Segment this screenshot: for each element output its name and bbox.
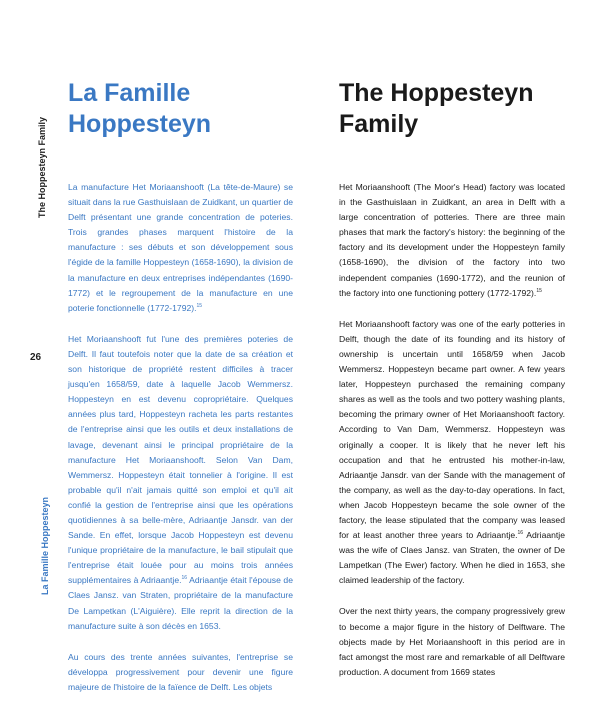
english-title bbox=[339, 78, 565, 140]
footnote-ref-16[interactable]: 16 bbox=[517, 530, 524, 537]
french-body bbox=[68, 180, 293, 711]
paragraph-text-continued: Adriaantje was the wife of Claes Jansz. van Straten, the owner of De Lampetkan (The Ewer) factory. When he died in 1653, she claimed leadership of the factory. bbox=[339, 530, 565, 586]
paragraph-text: Over the next thirty years, the company progressively grew to become a major figure in the history of Delftware. The objects made by Het Moriaanshooft in this period are in fact amongst the most rare and remarkable of all Delftware production. A document from 1669 states bbox=[339, 606, 565, 677]
footnote-ref-15[interactable]: 15 bbox=[536, 287, 542, 294]
footnote-ref-16[interactable]: 16 bbox=[181, 575, 188, 582]
french-paragraph-2 bbox=[68, 332, 293, 634]
english-title-line1: The Hoppesteyn bbox=[339, 79, 534, 107]
french-paragraph-3 bbox=[68, 650, 293, 695]
paragraph-text: Het Moriaanshooft (The Moor's Head) factory was located in the Gasthuislaan in Zuidkant, an area in Delft with a large concentration of potteries. There are three main phases that mark the factory's history: the beginning of the factory and its development under the Hoppesteyn family (1658-1690), the division of the factory into two independent companies (1690-1772), and the reunion of the factory into one functioning pottery (1772-1792). bbox=[339, 182, 565, 298]
running-title-en: The Hoppesteyn Family bbox=[37, 116, 47, 218]
french-title-line1: La Famille bbox=[68, 79, 191, 107]
french-paragraph-1 bbox=[68, 180, 293, 316]
paragraph-text: Het Moriaanshooft factory was one of the early potteries in Delft, though the date of its founding and its history of ownership is uncertain until 1658/59 when Jacob Wemmersz. Hoppesteyn became part owner. A few years later, Hoppesteyn purchased the remaining company shares as well as the tools and two pottery washing plants, becoming the primary owner of Het Moriaanshooft factory. According to Van Dam, Wemmersz. Hoppesteyn was originally a cooper. It is likely that he never left his occupation and that he entrusted his mother-in-law, Adriaantje Jansdr. van der Sande with the management of the company, as well as the day-to-day operations. In fact, when Jacob Hoppesteyn became the sole owner of the factory, the lease stipulated that the company was leased for at least another three years to Adriaantje. bbox=[339, 318, 565, 541]
french-title-line2: Hoppesteyn bbox=[68, 110, 212, 138]
english-body bbox=[339, 180, 565, 696]
paragraph-text-continued: Adriaantje était l'épouse de Claes Jansz. van Straten, propriétaire de la manufacture De Lampetkan (L'Aiguière). Elle reprit la direction de la manufacture suite à son décès en 1653. bbox=[68, 575, 293, 631]
page-number: 26 bbox=[30, 352, 42, 363]
french-title bbox=[68, 78, 293, 140]
english-paragraph-3 bbox=[339, 604, 565, 679]
page-margin bbox=[0, 0, 60, 700]
paragraph-text: Au cours des trente années suivantes, l'entreprise se développa progressivement pour devenir une figure majeure de l'histoire de la faïence de Delft. Les objets bbox=[68, 651, 293, 692]
english-paragraph-1 bbox=[339, 180, 565, 301]
english-paragraph-2 bbox=[339, 317, 565, 589]
paragraph-text: Het Moriaanshooft fut l'une des premières poteries de Delft. Il faut toutefois noter que la date de sa création et son historique de propriété restent difficiles à tracer jusqu'en 1658/59, date à laquelle Jacob Wemmersz. Hoppesteyn en est devenu copropriétaire. Quelques années plus tard, Hoppesteyn racheta les parts restantes de l'entreprise ainsi que les outils et deux installations de lavage, devenant ainsi le principal propriétaire de la manufacture Het Moriaanshooft. Selon Van Dam, Wemmersz. Hoppesteyn était tonnelier à l'origine. Il est probable qu'il n'ait jamais quitté son emploi et qu'il ait confié la gestion de l'entreprise ainsi que les opérations quotidiennes à sa belle-mère, Adriaantje Jansdr. van der Sande. En effet, lorsque Jacob Hoppesteyn est devenu l'unique propriétaire de la manufacture, le bail stipulait que l'entreprise était louée pour au moins trois années supplémentaires à Adriaantje. bbox=[68, 333, 293, 586]
running-title-fr: La Famille Hoppesteyn bbox=[40, 496, 50, 595]
paragraph-text: La manufacture Het Moriaanshooft (La tête-de-Maure) se situait dans la rue Gasthuislaan de Zuidkant, un quartier de Delft présentant une grande concentration de poteries. Trois grandes phases marquent l'histoire de la manufacture : ses débuts et son développement sous l'égide de la famille Hoppesteyn (1658-1690), la division de la manufacture en deux entreprises indépendantes (1690-1772) et le regroupement de la manufacture en une poterie fonctionnelle (1772-1792). bbox=[68, 182, 294, 313]
english-title-line2: Family bbox=[339, 110, 419, 138]
footnote-ref-15[interactable]: 15 bbox=[196, 302, 203, 309]
